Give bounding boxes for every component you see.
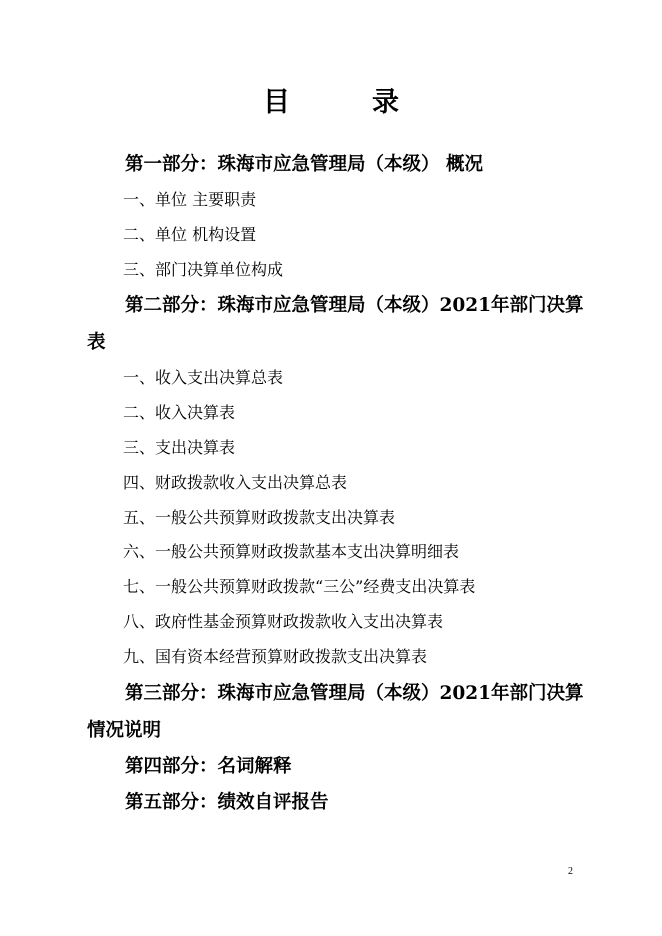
toc-part-3-heading: 第三部分：珠海市应急管理局（本级）2021年部门决算情况说明 [87,682,584,741]
title-char-2: 录 [372,87,399,118]
toc-part-5-heading: 第五部分：绩效自评报告 [125,791,329,813]
toc-item: 九、国有资本经营预算财政拨款支出决算表 [123,646,428,666]
toc-item: 一、单位 主要职责 [123,190,257,209]
title-char-1: 目 [263,87,290,118]
toc-item: 八、政府性基金预算财政拨款收入支出决算表 [123,611,444,631]
page-number: 2 [568,866,573,877]
page-title [0,80,662,119]
toc-item: 二、单位 机构设置 [123,224,257,244]
toc-item: 六、一般公共预算财政拨款基本支出决算明细表 [123,542,460,562]
toc-item: 七、一般公共预算财政拨款“三公”经费支出决算表 [123,577,476,597]
toc-part-2-heading: 第二部分：珠海市应急管理局（本级）2021年部门决算表 [87,295,584,354]
toc-part-1-heading: 第一部分：珠海市应急管理局（本级） 概况 [125,154,483,175]
toc-item: 一、收入支出决算总表 [123,368,284,388]
toc-item: 三、支出决算表 [123,437,236,457]
toc-item: 二、收入决算表 [123,403,236,423]
toc-item: 四、财政拨款收入支出决算总表 [123,472,348,492]
toc-item: 三、部门决算单位构成 [123,259,284,279]
toc-part-4-heading: 第四部分：名词解释 [125,755,292,777]
toc-item: 五、一般公共预算财政拨款支出决算表 [123,507,396,527]
table-of-contents [87,147,587,821]
